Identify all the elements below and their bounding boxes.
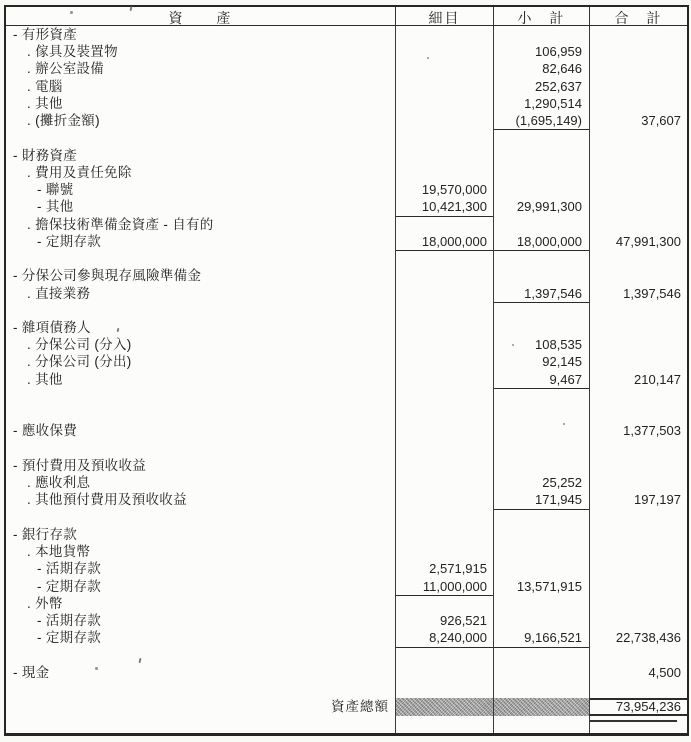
- total-amount-cell: [589, 681, 687, 698]
- detail-amount-cell: 10,421,300: [395, 198, 493, 216]
- subtotal-amount-cell: [493, 612, 589, 629]
- scan-speck: [427, 57, 429, 59]
- subtotal-amount-cell: [493, 302, 589, 319]
- total-amount-cell: [589, 353, 687, 370]
- asset-row: [6, 181, 687, 198]
- subtotal-amount-cell: [493, 26, 589, 43]
- detail-amount-cell: [395, 60, 493, 77]
- total-double-rule: [590, 715, 677, 722]
- total-amount-cell: [589, 715, 687, 732]
- detail-amount-cell: [395, 543, 493, 560]
- total-amount-cell: 4,500: [589, 664, 687, 681]
- subtotal-amount-cell: [493, 560, 589, 577]
- subtotal-amount-cell: [493, 457, 589, 474]
- row-label-cell: [6, 715, 395, 732]
- asset-row: [6, 457, 687, 474]
- subtotal-amount-cell: [493, 388, 589, 405]
- detail-amount-cell: [395, 250, 493, 267]
- row-label-cell: . (攤折金額): [27, 113, 100, 129]
- detail-amount-cell: [395, 681, 493, 698]
- detail-amount-cell: [395, 319, 493, 336]
- asset-row: [6, 526, 687, 543]
- total-amount-cell: [589, 129, 687, 146]
- total-amount-cell: [589, 405, 687, 422]
- total-amount-cell: [589, 388, 687, 405]
- spacer-row: [6, 715, 687, 732]
- subtotal-amount-cell: [493, 250, 589, 267]
- detail-amount-cell: [395, 440, 493, 457]
- total-amount-cell: [589, 474, 687, 491]
- spacer-row: [6, 440, 687, 457]
- table-header-row: [6, 7, 687, 26]
- row-label-cell: - 定期存款: [37, 233, 102, 249]
- subtotal-amount-cell: [493, 715, 589, 732]
- subtotal-amount-cell: [493, 267, 589, 284]
- total-amount-cell: [589, 250, 687, 267]
- total-amount-cell: [589, 78, 687, 95]
- row-label-cell: [6, 509, 395, 526]
- total-amount-cell: [589, 457, 687, 474]
- detail-amount-cell: [395, 422, 493, 439]
- detail-amount-cell: [395, 336, 493, 353]
- detail-amount-cell: 8,240,000: [395, 629, 493, 647]
- scan-speck: [95, 667, 98, 670]
- asset-row: [6, 336, 687, 353]
- detail-amount-cell: [395, 216, 493, 233]
- spacer-row: [6, 681, 687, 698]
- subtotal-amount-cell: [493, 698, 589, 716]
- scan-speck: [512, 344, 514, 346]
- subtotal-amount-cell: [493, 164, 589, 181]
- detail-amount-cell: [395, 457, 493, 474]
- detail-amount-cell: [395, 698, 493, 716]
- detail-amount-cell: [395, 715, 493, 732]
- detail-amount-cell: [395, 526, 493, 543]
- scan-speck: [563, 423, 565, 425]
- assets-table: [4, 5, 689, 736]
- asset-row: [6, 422, 687, 439]
- spacer-row: [6, 129, 687, 146]
- scan-speck: [70, 11, 73, 14]
- asset-row: [6, 198, 687, 215]
- total-amount-cell: 73,954,236: [589, 698, 687, 716]
- row-label-cell: [6, 646, 395, 663]
- asset-row: [6, 267, 687, 284]
- asset-row: [6, 578, 687, 595]
- total-amount-cell: [589, 336, 687, 353]
- detail-amount-cell: [395, 371, 493, 389]
- detail-amount-cell: [395, 112, 493, 130]
- total-amount-cell: [589, 267, 687, 284]
- grand-total-row: [6, 698, 687, 715]
- total-amount-cell: 37,607: [589, 112, 687, 130]
- row-label-cell: . 擔保技術準備金資產 - 自有的: [27, 216, 214, 232]
- detail-amount-cell: [395, 388, 493, 405]
- spacer-row: [6, 388, 687, 405]
- detail-amount-cell: [395, 405, 493, 422]
- total-amount-cell: [589, 509, 687, 526]
- detail-amount-cell: [395, 664, 493, 681]
- row-label-cell: . 分保公司 (分入): [27, 337, 132, 353]
- detail-amount-cell: [395, 285, 493, 303]
- spacer-row: [6, 302, 687, 319]
- row-label-cell: - 活期存款: [37, 612, 102, 628]
- subtotal-amount-cell: 13,571,915: [493, 578, 589, 596]
- subtotal-amount-cell: 9,166,521: [493, 629, 589, 647]
- row-label-cell: [6, 129, 395, 146]
- asset-row: [6, 78, 687, 95]
- asset-row: [6, 233, 687, 250]
- detail-amount-cell: [395, 474, 493, 491]
- subtotal-amount-cell: [493, 595, 589, 612]
- asset-row: [6, 216, 687, 233]
- detail-amount-cell: [395, 509, 493, 526]
- subtotal-amount-cell: [493, 509, 589, 526]
- row-label-cell: . 其他: [27, 371, 63, 387]
- subtotal-amount-cell: [493, 181, 589, 198]
- detail-amount-cell: [395, 353, 493, 370]
- subtotal-amount-cell: 252,637: [493, 78, 589, 95]
- asset-row: [6, 319, 687, 336]
- row-label-cell: . 分保公司 (分出): [27, 354, 132, 370]
- spacer-row: [6, 509, 687, 526]
- subtotal-amount-cell: [493, 147, 589, 164]
- row-label-cell: [6, 388, 395, 405]
- subtotal-amount-cell: 92,145: [493, 353, 589, 370]
- total-amount-cell: 197,197: [589, 491, 687, 509]
- row-label-cell: - 定期存款: [37, 578, 102, 594]
- detail-amount-cell: [395, 129, 493, 146]
- total-amount-cell: [589, 319, 687, 336]
- row-label-cell: - 現金: [13, 664, 50, 680]
- spacer-row: [6, 250, 687, 267]
- table-body: [6, 26, 687, 733]
- row-label-cell: - 聯號: [37, 182, 74, 198]
- subtotal-amount-cell: 171,945: [493, 491, 589, 509]
- row-label-cell: . 直接業務: [27, 285, 91, 301]
- asset-row: [6, 371, 687, 388]
- total-amount-cell: [589, 526, 687, 543]
- total-amount-cell: [589, 60, 687, 77]
- asset-row: [6, 353, 687, 370]
- column-header-subtotal: 小 計: [493, 7, 589, 28]
- detail-amount-cell: 926,521: [395, 612, 493, 629]
- total-amount-cell: [589, 216, 687, 233]
- subtotal-amount-cell: [493, 440, 589, 457]
- subtotal-amount-cell: [493, 681, 589, 698]
- asset-row: [6, 112, 687, 129]
- detail-amount-cell: [395, 646, 493, 663]
- total-amount-cell: [589, 302, 687, 319]
- row-label-cell: - 銀行存款: [13, 526, 78, 542]
- subtotal-amount-cell: [493, 129, 589, 146]
- row-label-cell: . 電腦: [27, 78, 63, 94]
- total-amount-cell: [589, 612, 687, 629]
- row-label-cell: [6, 250, 395, 267]
- detail-amount-cell: [395, 26, 493, 43]
- row-label-cell: . 應收利息: [27, 475, 91, 491]
- row-label-cell: [6, 302, 395, 319]
- detail-amount-cell: [395, 267, 493, 284]
- row-label-cell: - 應收保費: [13, 423, 78, 439]
- asset-row: [6, 95, 687, 112]
- subtotal-amount-cell: 9,467: [493, 371, 589, 389]
- asset-row: [6, 560, 687, 577]
- total-amount-cell: [589, 646, 687, 663]
- row-label-cell: . 費用及責任免除: [27, 164, 132, 180]
- subtotal-amount-cell: [493, 319, 589, 336]
- total-amount-cell: 22,738,436: [589, 629, 687, 647]
- asset-row: [6, 147, 687, 164]
- subtotal-amount-cell: [493, 543, 589, 560]
- subtotal-amount-cell: [493, 646, 589, 663]
- column-header-total: 合 計: [589, 7, 687, 28]
- total-amount-cell: [589, 95, 687, 112]
- row-label-cell: - 預付費用及預收收益: [13, 457, 147, 473]
- detail-amount-cell: 11,000,000: [395, 578, 493, 596]
- subtotal-amount-cell: [493, 526, 589, 543]
- spacer-row: [6, 405, 687, 422]
- asset-row: [6, 285, 687, 302]
- subtotal-amount-cell: 29,991,300: [493, 198, 589, 216]
- detail-amount-cell: 19,570,000: [395, 181, 493, 198]
- detail-amount-cell: [395, 595, 493, 612]
- total-amount-cell: [589, 595, 687, 612]
- row-label-cell: - 其他: [37, 199, 74, 215]
- total-amount-cell: [589, 26, 687, 43]
- detail-amount-cell: [395, 147, 493, 164]
- detail-amount-cell: [395, 302, 493, 319]
- row-label-cell: - 有形資產: [13, 27, 78, 42]
- subtotal-amount-cell: 106,959: [493, 43, 589, 60]
- total-amount-cell: [589, 164, 687, 181]
- asset-row: [6, 491, 687, 508]
- total-amount-cell: 47,991,300: [589, 233, 687, 251]
- subtotal-amount-cell: [493, 422, 589, 439]
- row-label-cell: . 辦公室設備: [27, 61, 105, 77]
- subtotal-amount-cell: [493, 216, 589, 233]
- total-amount-cell: 210,147: [589, 371, 687, 389]
- asset-row: [6, 543, 687, 560]
- subtotal-amount-cell: 1,397,546: [493, 285, 589, 303]
- row-label-cell: [6, 681, 395, 698]
- detail-amount-cell: 18,000,000: [395, 233, 493, 251]
- total-amount-cell: [589, 578, 687, 596]
- row-label-cell: - 活期存款: [37, 561, 102, 577]
- row-label-cell: . 本地貨幣: [27, 544, 91, 560]
- detail-amount-cell: 2,571,915: [395, 560, 493, 577]
- row-label-cell: - 分保公司參與現存風險準備金: [13, 268, 202, 284]
- total-amount-cell: [589, 43, 687, 60]
- asset-row: [6, 595, 687, 612]
- total-amount-cell: [589, 560, 687, 577]
- row-label-cell: [6, 405, 395, 422]
- detail-amount-cell: [395, 43, 493, 60]
- total-amount-cell: [589, 147, 687, 164]
- row-label-cell: 資產總額: [331, 699, 389, 715]
- subtotal-amount-cell: 82,646: [493, 60, 589, 77]
- row-label-cell: . 其他預付費用及預收收益: [27, 492, 187, 508]
- subtotal-amount-cell: (1,695,149): [493, 112, 589, 130]
- asset-row: [6, 43, 687, 60]
- total-amount-cell: 1,377,503: [589, 422, 687, 439]
- row-label-cell: - 雜項債務人: [13, 319, 91, 335]
- subtotal-amount-cell: [493, 664, 589, 681]
- subtotal-amount-cell: 1,290,514: [493, 95, 589, 112]
- subtotal-amount-cell: 18,000,000: [493, 233, 589, 251]
- subtotal-amount-cell: 108,535: [493, 336, 589, 353]
- subtotal-amount-cell: 25,252: [493, 474, 589, 491]
- total-amount-cell: 1,397,546: [589, 285, 687, 303]
- row-label-cell: . 外幣: [27, 595, 63, 611]
- spacer-row: [6, 646, 687, 663]
- asset-row: [6, 664, 687, 681]
- row-label-cell: [6, 440, 395, 457]
- asset-row: [6, 629, 687, 646]
- column-header-assets: 資 產: [168, 10, 233, 26]
- asset-row: [6, 164, 687, 181]
- row-label-cell: . 其他: [27, 95, 63, 111]
- row-label-cell: - 財務資產: [13, 147, 78, 163]
- total-amount-cell: [589, 181, 687, 198]
- row-label-cell: . 傢具及裝置物: [27, 44, 118, 60]
- detail-amount-cell: [395, 491, 493, 509]
- detail-amount-cell: [395, 78, 493, 95]
- subtotal-amount-cell: [493, 405, 589, 422]
- detail-amount-cell: [395, 95, 493, 112]
- asset-row: [6, 612, 687, 629]
- row-label-cell: - 定期存款: [37, 630, 102, 646]
- total-amount-cell: [589, 543, 687, 560]
- total-amount-cell: [589, 440, 687, 457]
- detail-amount-cell: [395, 164, 493, 181]
- asset-row: [6, 26, 687, 43]
- column-header-detail: 細目: [395, 7, 493, 28]
- total-amount-cell: [589, 198, 687, 216]
- asset-row: [6, 474, 687, 491]
- asset-row: [6, 60, 687, 77]
